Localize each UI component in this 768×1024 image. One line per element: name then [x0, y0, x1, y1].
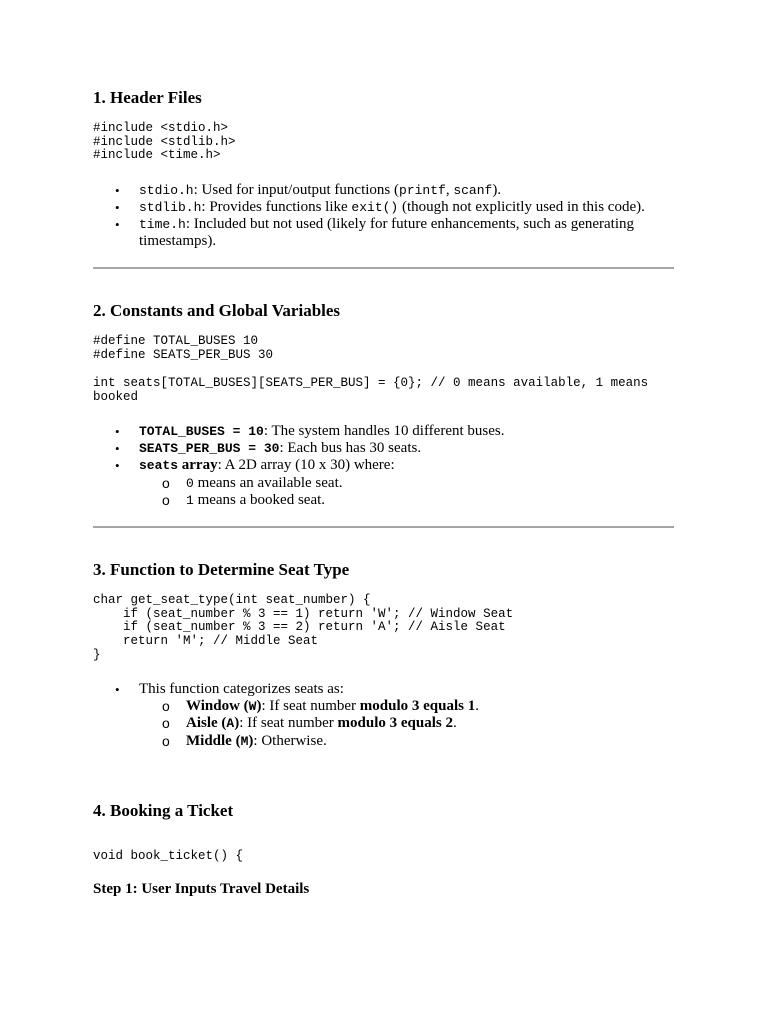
sub-list-item-aisle: Aisle (A): If seat number modulo 3 equals 2. — [186, 715, 457, 731]
sub-list-item-available: 0 means an available seat. — [186, 475, 343, 491]
sub-list-item-window: Window (W): If seat number modulo 3 equals 1. — [186, 698, 479, 714]
list-item-seats-array: seats array: A 2D array (10 x 30) where: — [139, 457, 395, 473]
bullet-icon: • — [115, 458, 120, 473]
sub-bullet-icon: o — [162, 733, 170, 749]
bullet-icon: • — [115, 424, 120, 439]
section-heading-booking: 4. Booking a Ticket — [93, 801, 234, 820]
section-divider — [93, 267, 674, 269]
section-heading-header-files: 1. Header Files — [93, 88, 202, 107]
sub-list-item-booked: 1 means a booked seat. — [186, 492, 326, 508]
list-item-time: time.h: Included but not used (likely for future enhancements, such as generating — [139, 216, 635, 232]
section-heading-seat-type: 3. Function to Determine Seat Type — [93, 560, 350, 579]
list-item-time-continued: timestamps). — [139, 233, 217, 249]
section-divider — [93, 526, 674, 528]
list-item-seats-per-bus: SEATS_PER_BUS = 30: Each bus has 30 seats. — [139, 440, 422, 456]
section-heading-constants: 2. Constants and Global Variables — [93, 301, 341, 320]
bullet-icon: • — [115, 682, 120, 697]
code-block-get-seat-type: char get_seat_type(int seat_number) { if (seat_number % 3 == 1) return 'W'; // Window Seat if (seat_number % 3 == 2) return 'A'; // Aisle Seat return 'M'; // Middle Seat } — [93, 593, 514, 662]
bullet-icon: • — [115, 217, 120, 232]
code-block-includes: #include <stdio.h> #include <stdlib.h> #include <time.h> — [93, 121, 236, 163]
code-block-book-ticket: void book_ticket() { — [93, 849, 244, 863]
code-block-seats-declaration: int seats[TOTAL_BUSES][SEATS_PER_BUS] = {0}; // 0 means available, 1 means booked — [93, 376, 649, 404]
sub-bullet-icon: o — [162, 492, 170, 508]
code-block-defines: #define TOTAL_BUSES 10 #define SEATS_PER_BUS 30 — [93, 334, 274, 362]
list-item-stdlib: stdlib.h: Provides functions like exit() (though not explicitly used in this code). — [139, 199, 645, 215]
list-item-stdio: stdio.h: Used for input/output functions (printf, scanf). — [139, 182, 502, 198]
bullet-icon: • — [115, 183, 120, 198]
bullet-icon: • — [115, 441, 120, 456]
sub-bullet-icon: o — [162, 698, 170, 714]
list-item-categorizes: This function categorizes seats as: — [139, 681, 344, 697]
sub-bullet-icon: o — [162, 475, 170, 491]
step-heading: Step 1: User Inputs Travel Details — [93, 881, 310, 897]
bullet-icon: • — [115, 200, 120, 215]
sub-list-item-middle: Middle (M): Otherwise. — [186, 733, 327, 749]
sub-bullet-icon: o — [162, 715, 170, 731]
list-item-total-buses: TOTAL_BUSES = 10: The system handles 10 different buses. — [139, 423, 505, 439]
